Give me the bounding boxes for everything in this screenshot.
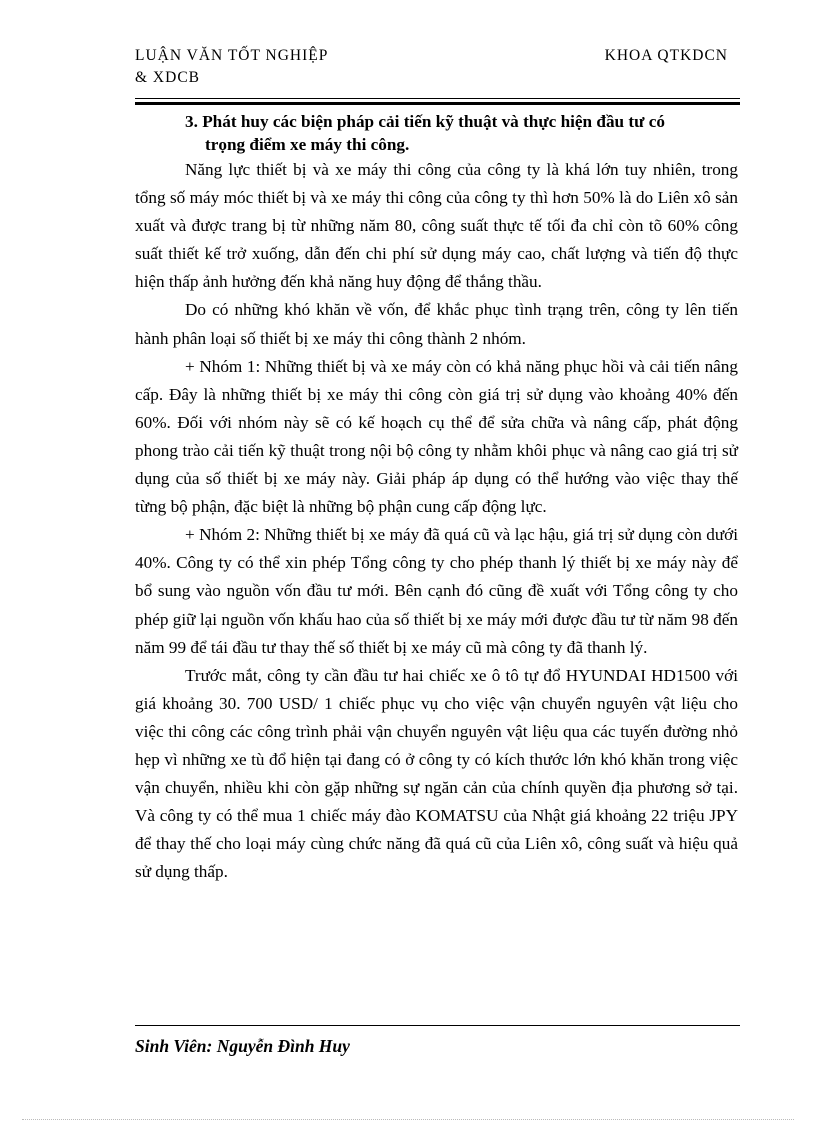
header-thesis-title [135,45,328,89]
header-rule-thick [135,102,740,105]
header-title-line2: & XDCB [135,69,200,86]
page-header [135,45,740,111]
header-faculty: KHOA QTKDCN [604,47,728,64]
section-heading [135,110,738,156]
page-body [135,110,738,886]
header-rule-thin [135,98,740,99]
paragraph: Do có những khó khăn về vốn, để khắc phục tình trạng trên, công ty lên tiến hành phân loại số thiết bị xe máy thi công thành 2 nhóm. [135,300,738,348]
student-name: Sinh Viên: Nguyễn Đình Huy [135,1036,350,1056]
paragraph: Năng lực thiết bị và xe máy thi công của công ty là khá lớn tuy nhiên, trong tổng số máy móc thiết bị và xe máy thi công của công ty thì hơn 50% là do Liên xô sản xuất và được trang bị từ những năm 80, công suất thực tế tối đa chỉ còn tõ 60% công suất thiết kế trở xuống, dẫn đến chi phí sử dụng máy cao, chất lượng và tiến độ thực hiện thấp ảnh hưởng đến khả năng huy động để thắng thầu. [135,160,738,292]
paragraph: Trước mắt, công ty cần đầu tư hai chiếc xe ô tô tự đổ HYUNDAI HD1500 với giá khoảng 30. 700 USD/ 1 chiếc phục vụ cho việc vận chuyển nguyên vật liệu cho việc thi công các công trình phải vận chuyển nguyên vật liệu qua các tuyến đường nhỏ hẹp vì những xe tù đổ hiện tại đang có ở công ty có kích thước lớn khó khăn trong việc vận chuyển, nhiều khi còn gặp những sự ngăn cản của chính quyền địa phương sở tại. Và công ty có thể mua 1 chiếc máy đào KOMATSU của Nhật giá khoảng 22 triệu JPY để thay thế cho loại máy cùng chức năng đã quá cũ của Liên xô, công suất và hiệu quả sử dụng thấp. [135,665,738,882]
paragraph: + Nhóm 2: Những thiết bị xe máy đã quá cũ và lạc hậu, giá trị sử dụng còn dưới 40%. Công ty có thể xin phép Tổng công ty cho phép thanh lý thiết bị xe máy này để bổ sung vào nguồn vốn đầu tư mới. Bên cạnh đó cũng đề xuất với Tổng công ty cho phép giữ lại nguồn vốn khấu hao của số thiết bị xe máy mới được đầu tư từ năm 98 đến năm 99 để tái đầu tư thay thế số thiết bị xe máy cũ mà công ty đã thanh lý. [135,525,738,657]
section-heading-line2: trọng điểm xe máy thi công. [205,135,410,154]
paragraph: + Nhóm 1: Những thiết bị và xe máy còn có khả năng phục hồi và cải tiến nâng cấp. Đây là những thiết bị xe máy thi công còn giá trị sử dụng vào khoảng 40% đến 60%. Đối với nhóm này sẽ có kế hoạch cụ thể để sửa chữa và nâng cấp, phát động phong trào cải tiến kỹ thuật trong nội bộ công ty nhằm khôi phục và nâng cao giá trị sử dụng của số thiết bị xe máy này. Giải pháp áp dụng có thể hướng vào việc thay thế từng bộ phận, đặc biệt là những bộ phận cung cấp động lực. [135,356,738,517]
section-heading-line1: 3. Phát huy các biện pháp cải tiến kỹ thuật và thực hiện đầu tư có [185,112,665,131]
page-edge-divider [22,1119,794,1120]
page-footer [135,1025,740,1057]
header-title-line1: LUẬN VĂN TỐT NGHIỆP [135,47,329,64]
footer-rule [135,1025,740,1026]
